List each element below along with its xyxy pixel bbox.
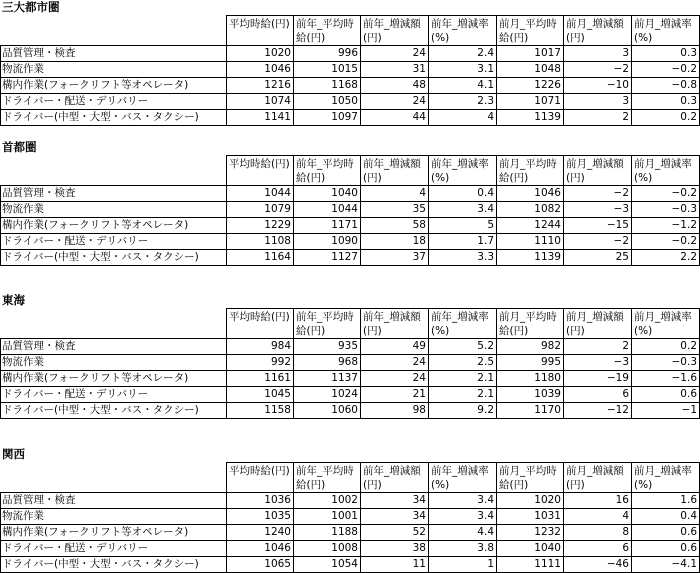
region-title: 三大都市圏 [2, 0, 60, 14]
value-cell: 49 [361, 339, 429, 355]
header-cell: 前月_増減額(円) [564, 309, 632, 339]
value-cell: −12 [564, 403, 632, 419]
value-cell: 1071 [497, 94, 564, 110]
header-cell: 前年_増減率(%) [429, 463, 497, 493]
header-cell: 前月_増減率(%) [632, 309, 700, 339]
value-cell: 1046 [227, 62, 294, 78]
header-cell: 前年_平均時給(円) [294, 309, 361, 339]
value-cell: 1082 [497, 202, 564, 218]
header-cell: 前月_平均時給(円) [497, 156, 564, 186]
wage-table [0, 155, 700, 266]
value-cell: 1045 [227, 387, 294, 403]
value-cell: 1127 [294, 250, 361, 266]
value-cell: −0.3 [632, 202, 700, 218]
header-cell: 前年_増減率(%) [429, 309, 497, 339]
value-cell: 0.3 [632, 46, 700, 62]
header-cell: 前年_増減率(%) [429, 16, 497, 46]
job-label: ドライバー(中型・大型・バス・タクシー) [1, 403, 227, 419]
table-row [1, 403, 700, 419]
value-cell: 1170 [497, 403, 564, 419]
table-row [1, 493, 700, 509]
value-cell: 1.7 [429, 234, 497, 250]
value-cell: 1168 [294, 78, 361, 94]
value-cell: 2.1 [429, 387, 497, 403]
value-cell: 1226 [497, 78, 564, 94]
value-cell: 38 [361, 541, 429, 557]
value-cell: 0.6 [632, 541, 700, 557]
table-row [1, 218, 700, 234]
job-label: ドライバー・配送・デリバリー [1, 541, 227, 557]
value-cell: 4 [429, 110, 497, 126]
job-label: 品質管理・検査 [1, 46, 227, 62]
header-cell: 前月_増減額(円) [564, 463, 632, 493]
value-cell: 1017 [497, 46, 564, 62]
value-cell: 1046 [497, 186, 564, 202]
value-cell: 5 [429, 218, 497, 234]
value-cell: 1020 [497, 493, 564, 509]
header-cell: 前月_増減額(円) [564, 16, 632, 46]
value-cell: 8 [564, 525, 632, 541]
value-cell: 0.3 [632, 94, 700, 110]
value-cell: 968 [294, 355, 361, 371]
header-row [1, 463, 700, 493]
table-row [1, 355, 700, 371]
value-cell: 48 [361, 78, 429, 94]
value-cell: 984 [227, 339, 294, 355]
wage-table [0, 308, 700, 419]
value-cell: 1054 [294, 557, 361, 573]
value-cell: 1002 [294, 493, 361, 509]
value-cell: −3 [564, 202, 632, 218]
value-cell: −15 [564, 218, 632, 234]
value-cell: −10 [564, 78, 632, 94]
value-cell: −0.2 [632, 186, 700, 202]
value-cell: −2 [564, 186, 632, 202]
header-row [1, 16, 700, 46]
value-cell: 98 [361, 403, 429, 419]
corner-cell [1, 463, 227, 493]
value-cell: 1046 [227, 541, 294, 557]
value-cell: 1164 [227, 250, 294, 266]
job-label: ドライバー・配送・デリバリー [1, 234, 227, 250]
job-label: ドライバー(中型・大型・バス・タクシー) [1, 250, 227, 266]
header-row [1, 309, 700, 339]
table-row [1, 234, 700, 250]
job-label: ドライバー(中型・大型・バス・タクシー) [1, 557, 227, 573]
value-cell: 1048 [497, 62, 564, 78]
value-cell: 1216 [227, 78, 294, 94]
value-cell: 0.2 [632, 339, 700, 355]
table-row [1, 94, 700, 110]
value-cell: 9.2 [429, 403, 497, 419]
value-cell: 1040 [294, 186, 361, 202]
header-cell: 平均時給(円) [227, 309, 294, 339]
value-cell: 0.2 [632, 110, 700, 126]
table-row [1, 62, 700, 78]
value-cell: 992 [227, 355, 294, 371]
value-cell: 1158 [227, 403, 294, 419]
job-label: 構内作業(フォークリフト等オペレータ) [1, 78, 227, 94]
header-cell: 平均時給(円) [227, 16, 294, 46]
value-cell: −3 [564, 355, 632, 371]
value-cell: 1015 [294, 62, 361, 78]
value-cell: 4.4 [429, 525, 497, 541]
job-label: ドライバー(中型・大型・バス・タクシー) [1, 110, 227, 126]
value-cell: 1.6 [632, 493, 700, 509]
value-cell: 982 [497, 339, 564, 355]
header-cell: 前年_増減額(円) [361, 156, 429, 186]
value-cell: 1036 [227, 493, 294, 509]
table-row [1, 541, 700, 557]
value-cell: −19 [564, 371, 632, 387]
header-cell: 前年_平均時給(円) [294, 16, 361, 46]
value-cell: 1024 [294, 387, 361, 403]
value-cell: 3.1 [429, 62, 497, 78]
value-cell: −0.3 [632, 355, 700, 371]
table-row [1, 78, 700, 94]
value-cell: 3.3 [429, 250, 497, 266]
value-cell: 1040 [497, 541, 564, 557]
value-cell: 1001 [294, 509, 361, 525]
value-cell: 2.3 [429, 94, 497, 110]
header-cell: 前年_増減額(円) [361, 463, 429, 493]
job-label: 品質管理・検査 [1, 186, 227, 202]
value-cell: 1050 [294, 94, 361, 110]
job-label: ドライバー・配送・デリバリー [1, 94, 227, 110]
value-cell: 2.5 [429, 355, 497, 371]
job-label: 品質管理・検査 [1, 339, 227, 355]
header-cell: 前年_増減額(円) [361, 16, 429, 46]
value-cell: 52 [361, 525, 429, 541]
value-cell: 1171 [294, 218, 361, 234]
job-label: 品質管理・検査 [1, 493, 227, 509]
header-cell: 前年_平均時給(円) [294, 156, 361, 186]
header-cell: 前月_増減率(%) [632, 156, 700, 186]
value-cell: 1180 [497, 371, 564, 387]
table-row [1, 371, 700, 387]
value-cell: 34 [361, 493, 429, 509]
value-cell: 1240 [227, 525, 294, 541]
value-cell: 3 [564, 94, 632, 110]
corner-cell [1, 309, 227, 339]
value-cell: 1039 [497, 387, 564, 403]
value-cell: 2 [564, 339, 632, 355]
value-cell: 1141 [227, 110, 294, 126]
region-title: 東海 [2, 293, 25, 307]
value-cell: 3.4 [429, 493, 497, 509]
value-cell: 34 [361, 509, 429, 525]
value-cell: 6 [564, 541, 632, 557]
header-cell: 前年_増減額(円) [361, 309, 429, 339]
value-cell: 996 [294, 46, 361, 62]
value-cell: 24 [361, 355, 429, 371]
table-row [1, 339, 700, 355]
value-cell: 1079 [227, 202, 294, 218]
value-cell: −4.1 [632, 557, 700, 573]
value-cell: −2 [564, 234, 632, 250]
job-label: 物流作業 [1, 355, 227, 371]
corner-cell [1, 156, 227, 186]
value-cell: 1097 [294, 110, 361, 126]
value-cell: 2.4 [429, 46, 497, 62]
value-cell: 4 [564, 509, 632, 525]
value-cell: 2.1 [429, 371, 497, 387]
value-cell: 1008 [294, 541, 361, 557]
region-title: 首都圏 [2, 140, 37, 154]
value-cell: −2 [564, 62, 632, 78]
table-row [1, 525, 700, 541]
value-cell: 4 [361, 186, 429, 202]
value-cell: 1044 [227, 186, 294, 202]
value-cell: −0.8 [632, 78, 700, 94]
value-cell: 3.8 [429, 541, 497, 557]
header-cell: 前月_増減率(%) [632, 463, 700, 493]
value-cell: 935 [294, 339, 361, 355]
value-cell: 1139 [497, 110, 564, 126]
value-cell: 2 [564, 110, 632, 126]
value-cell: 2.2 [632, 250, 700, 266]
value-cell: 6 [564, 387, 632, 403]
value-cell: −46 [564, 557, 632, 573]
value-cell: 1044 [294, 202, 361, 218]
table-row [1, 46, 700, 62]
header-row [1, 156, 700, 186]
value-cell: 58 [361, 218, 429, 234]
value-cell: 1060 [294, 403, 361, 419]
table-row [1, 250, 700, 266]
value-cell: −0.2 [632, 234, 700, 250]
value-cell: 3 [564, 46, 632, 62]
value-cell: 1035 [227, 509, 294, 525]
job-label: ドライバー・配送・デリバリー [1, 387, 227, 403]
value-cell: 1188 [294, 525, 361, 541]
value-cell: 1232 [497, 525, 564, 541]
value-cell: 4.1 [429, 78, 497, 94]
table-row [1, 387, 700, 403]
value-cell: 0.4 [632, 509, 700, 525]
value-cell: 1031 [497, 509, 564, 525]
value-cell: 1110 [497, 234, 564, 250]
region-title: 関西 [2, 447, 25, 461]
header-cell: 前年_平均時給(円) [294, 463, 361, 493]
value-cell: −1 [632, 403, 700, 419]
value-cell: 0.6 [632, 387, 700, 403]
value-cell: 1065 [227, 557, 294, 573]
value-cell: 24 [361, 371, 429, 387]
value-cell: 1244 [497, 218, 564, 234]
job-label: 構内作業(フォークリフト等オペレータ) [1, 525, 227, 541]
header-cell: 前月_増減率(%) [632, 16, 700, 46]
value-cell: 24 [361, 46, 429, 62]
value-cell: 3.4 [429, 509, 497, 525]
table-row [1, 186, 700, 202]
value-cell: 21 [361, 387, 429, 403]
value-cell: 24 [361, 94, 429, 110]
value-cell: 0.6 [632, 525, 700, 541]
value-cell: 31 [361, 62, 429, 78]
header-cell: 平均時給(円) [227, 156, 294, 186]
job-label: 構内作業(フォークリフト等オペレータ) [1, 371, 227, 387]
value-cell: 1 [429, 557, 497, 573]
value-cell: −0.2 [632, 62, 700, 78]
header-cell: 平均時給(円) [227, 463, 294, 493]
table-row [1, 202, 700, 218]
value-cell: 1137 [294, 371, 361, 387]
wage-table [0, 15, 700, 126]
value-cell: −1.2 [632, 218, 700, 234]
header-cell: 前年_増減率(%) [429, 156, 497, 186]
value-cell: 5.2 [429, 339, 497, 355]
value-cell: 1111 [497, 557, 564, 573]
value-cell: 35 [361, 202, 429, 218]
value-cell: 1090 [294, 234, 361, 250]
value-cell: 18 [361, 234, 429, 250]
value-cell: 1020 [227, 46, 294, 62]
wage-table [0, 462, 700, 573]
table-row [1, 557, 700, 573]
header-cell: 前月_増減額(円) [564, 156, 632, 186]
value-cell: 1229 [227, 218, 294, 234]
corner-cell [1, 16, 227, 46]
value-cell: 0.4 [429, 186, 497, 202]
value-cell: 995 [497, 355, 564, 371]
table-row [1, 509, 700, 525]
value-cell: 1074 [227, 94, 294, 110]
value-cell: 1139 [497, 250, 564, 266]
job-label: 物流作業 [1, 62, 227, 78]
header-cell: 前月_平均時給(円) [497, 309, 564, 339]
table-row [1, 110, 700, 126]
value-cell: 25 [564, 250, 632, 266]
header-cell: 前月_平均時給(円) [497, 463, 564, 493]
value-cell: 11 [361, 557, 429, 573]
job-label: 物流作業 [1, 509, 227, 525]
job-label: 構内作業(フォークリフト等オペレータ) [1, 218, 227, 234]
value-cell: 3.4 [429, 202, 497, 218]
job-label: 物流作業 [1, 202, 227, 218]
value-cell: 44 [361, 110, 429, 126]
value-cell: 1108 [227, 234, 294, 250]
value-cell: 16 [564, 493, 632, 509]
header-cell: 前月_平均時給(円) [497, 16, 564, 46]
value-cell: −1.6 [632, 371, 700, 387]
value-cell: 1161 [227, 371, 294, 387]
value-cell: 37 [361, 250, 429, 266]
